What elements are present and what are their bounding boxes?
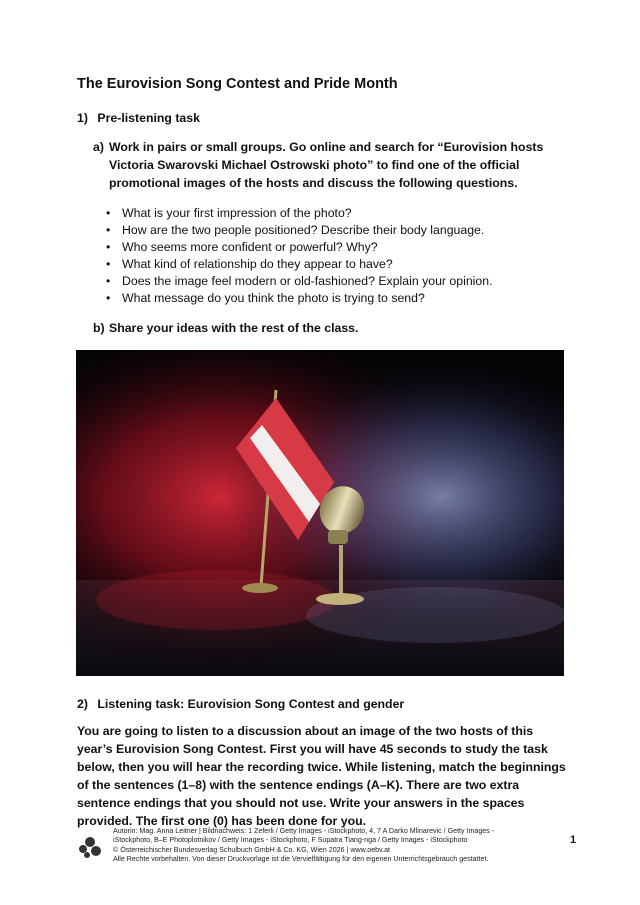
- oebv-logo-icon: [77, 833, 103, 859]
- credit-line: Alle Rechte vorbehalten. Von dieser Druckvorlage ist die Vervielfältigung für den eigenen Unterrichtsgebrauch gestattet.: [113, 854, 489, 863]
- credit-line: iStockphoto, B–E Photoplotnikov / Getty Images - iStockphoto, F Supatra Tiang-nga / Getty Images - iStockphoto: [113, 836, 468, 845]
- flag-microphone-photo: [76, 350, 564, 676]
- section-1-title: Pre-listening task: [97, 111, 200, 125]
- page-number: 1: [570, 834, 577, 846]
- section-2-title: Listening task: Eurovision Song Contest and gender: [97, 697, 405, 711]
- task-b-text: Share your ideas with the rest of the class.: [109, 321, 359, 335]
- question-list: [106, 205, 493, 307]
- task-a: [93, 138, 573, 192]
- list-item: • How are the two people positioned? Describe their body language.: [106, 222, 493, 239]
- list-item: • What kind of relationship do they appear to have?: [106, 256, 493, 273]
- list-item: • What message do you think the photo is trying to send?: [106, 290, 493, 307]
- list-item: • Does the image feel modern or old-fashioned? Explain your opinion.: [106, 273, 493, 290]
- credit-line: Autorin: Mag. Anna Leitner | Bildnachweis: 1 Zeferli / Getty Images - iStockphoto, 4, 7 A Darko Mlinarevic / Getty Images -: [113, 827, 495, 835]
- section-1-heading: [77, 111, 200, 125]
- section-2-number: 2): [77, 697, 88, 711]
- section-2-heading: [77, 697, 404, 711]
- list-item: • What is your first impression of the photo?: [106, 205, 493, 222]
- listening-task-instructions: You are going to listen to a discussion about an image of the two hosts of this year’s Eurovision Song Contest. First you will have 45 seconds to study the task below, then you will hear the recording twice. While listening, match the beginnings of the sentences (1–8) with the sentence endings (A–K). There are two extra sentence endings that you should not use. Write your answers in the spaces provided. The first one (0) has been done for you.: [77, 724, 566, 828]
- credit-line: © Österreichischer Bundesverlag Schulbuch GmbH & Co. KG, Wien 2026 | www.oebv.at: [113, 845, 391, 854]
- page-footer: [77, 827, 557, 871]
- task-b-label: b): [93, 321, 105, 335]
- task-b: [93, 319, 573, 337]
- list-item: • Who seems more confident or powerful? Why?: [106, 239, 493, 256]
- section-1-number: 1): [77, 111, 88, 125]
- page-title: The Eurovision Song Contest and Pride Month: [77, 76, 398, 92]
- task-a-text: Work in pairs or small groups. Go online and search for “Eurovision hosts Victoria Swarovski Michael Ostrowski photo” to find one of the official promotional images of the hosts and discuss the following questions.: [109, 140, 544, 190]
- image-credits: [113, 827, 494, 864]
- task-a-label: a): [93, 140, 104, 154]
